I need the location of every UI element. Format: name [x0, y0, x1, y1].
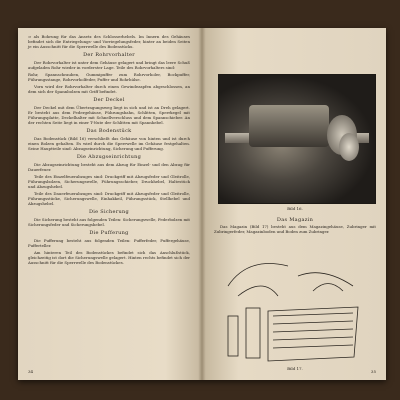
- paragraph: Am hinteren Teil des Bodenstückes befindet sich das Anschlußstück, gleichzeitig ist dort die Sicherungswelle gelagert. Hinten rechts befindet sich der Ausschnitt für die Sperrwelle des Bodenstückes.: [28, 250, 190, 265]
- section-heading: Das Bodenstück: [86, 128, 132, 134]
- intro-text: ⇒ als Bohrung für das Ansetz des Schlosserhebels. Im Innern des Gehäuses befindet sich die Entriegelungs- und Vorriegelungsfeder, hinter an beiden Seiten je ein Ausschnitt für die Sperrwelle des Bodenstücks.: [28, 34, 190, 49]
- page-number: 34: [28, 369, 34, 374]
- paragraph: Teile des Einzelfeuerabzuges sind: Druckgriff mit Abzugsfeder und Gleitrolle, Führungsbolzen, Sicherungswelle, Führungsschieber, Druckhebel, Haltestück und Abzugshebel.: [28, 174, 190, 189]
- section-heading: Die Sicherung: [88, 209, 130, 215]
- paragraph: Die Abzugseinrichtung besteht aus dem Abzug für Einzel- und den Abzug für Dauerfeuer.: [28, 162, 190, 172]
- paragraph: Der Rohrvorhalter ist unter dem Gehäuse gelagert und bringt das leere Schuß aufgeladen Rohr wieder in vorderster Lage. Teile des Rohrvorhalters sind:: [28, 60, 190, 70]
- follower-part: [228, 316, 238, 356]
- right-page: [214, 34, 376, 374]
- magazine-housing: [268, 307, 358, 361]
- section-heading: Die Pufferung: [89, 230, 129, 236]
- magazine-bottom: [246, 308, 260, 358]
- page-number: 35: [370, 369, 376, 374]
- figure-16-photo: [218, 74, 376, 204]
- section-heading: Der Deckel: [93, 97, 125, 103]
- spring-small: [313, 284, 343, 292]
- left-page: [28, 34, 190, 374]
- spring-curve: [238, 286, 278, 296]
- paragraph: Rohr, Spannschrauben, Gummipuffer zum Rohrvorholer, Bockpuffer, Führungsstange, Rohrvorholfeder, Puffer und Rohrhülse.: [28, 72, 190, 82]
- section-heading: Der Rohrvorhalter: [83, 52, 135, 58]
- paragraph: Vorn wird der Rohrvorhalter durch einen Gewindezapfen abgeschlossen, an dem sich der Spannbolzen mit Griff befindet.: [28, 84, 190, 94]
- paragraph: Die Pufferung besteht aus folgenden Teilen: Pufferfeder, Puffergehäuse, Pufferteller.: [28, 238, 190, 248]
- figure-caption: Bild 16.: [287, 206, 303, 211]
- open-book: [18, 28, 386, 380]
- paragraph: Das Magazin (Bild 17) besteht aus dem Magazingehäuse, Zubringer mit Zubringerfeder, Magazinboden und Boden zum Zubringer.: [214, 224, 376, 234]
- figure-caption: Bild 17.: [287, 366, 303, 371]
- paragraph: Die Sicherung besteht aus folgenden Teilen: Sicherungswelle, Federbolzen mit Sicherungsfeder und Sicherungshebel.: [28, 217, 190, 227]
- photo-housing: [249, 105, 329, 147]
- paragraph: Der Deckel mit dem Übertragungsweg liegt in sich und ist an Dreh gelagert. Er besteht aus dem Federgehäuse, Führungsbahn, Schlitten, Sperrkegel mit Führungsplatte, Deckelhalter mit Schnellverschluss und dem Spannschieber. An der rechten Seite liegt in einer T-Nute der Schlitten mit Spannhebel.: [28, 105, 190, 125]
- housing-ribs: [273, 313, 353, 348]
- photo-disc-small: [339, 133, 359, 161]
- figure-17-drawing: [218, 246, 374, 374]
- paragraph: Das Bodenstück (Bild 16) verschließt das Gehäuse von hinten und ist durch einen Bolzen gehalten. Es wird durch die Sperrwelle im Gehäuse festgehalten. Seine Hauptteile sind: Abzugseinrichtung, Sicherung und Pufferung.: [28, 136, 190, 151]
- section-heading: Das Magazin: [276, 217, 314, 223]
- paragraph: Teile des Dauerfeuerabzuges sind: Druckgriff mit Abzugsfeder und Gleitrolle, Führungsstücke, Sicherungswelle, Einhakkeil, Führungsstück, Stellhebel und Abzugshebel.: [28, 191, 190, 206]
- spring-top: [228, 264, 288, 287]
- section-heading: Die Abzugseinrichtung: [76, 154, 142, 160]
